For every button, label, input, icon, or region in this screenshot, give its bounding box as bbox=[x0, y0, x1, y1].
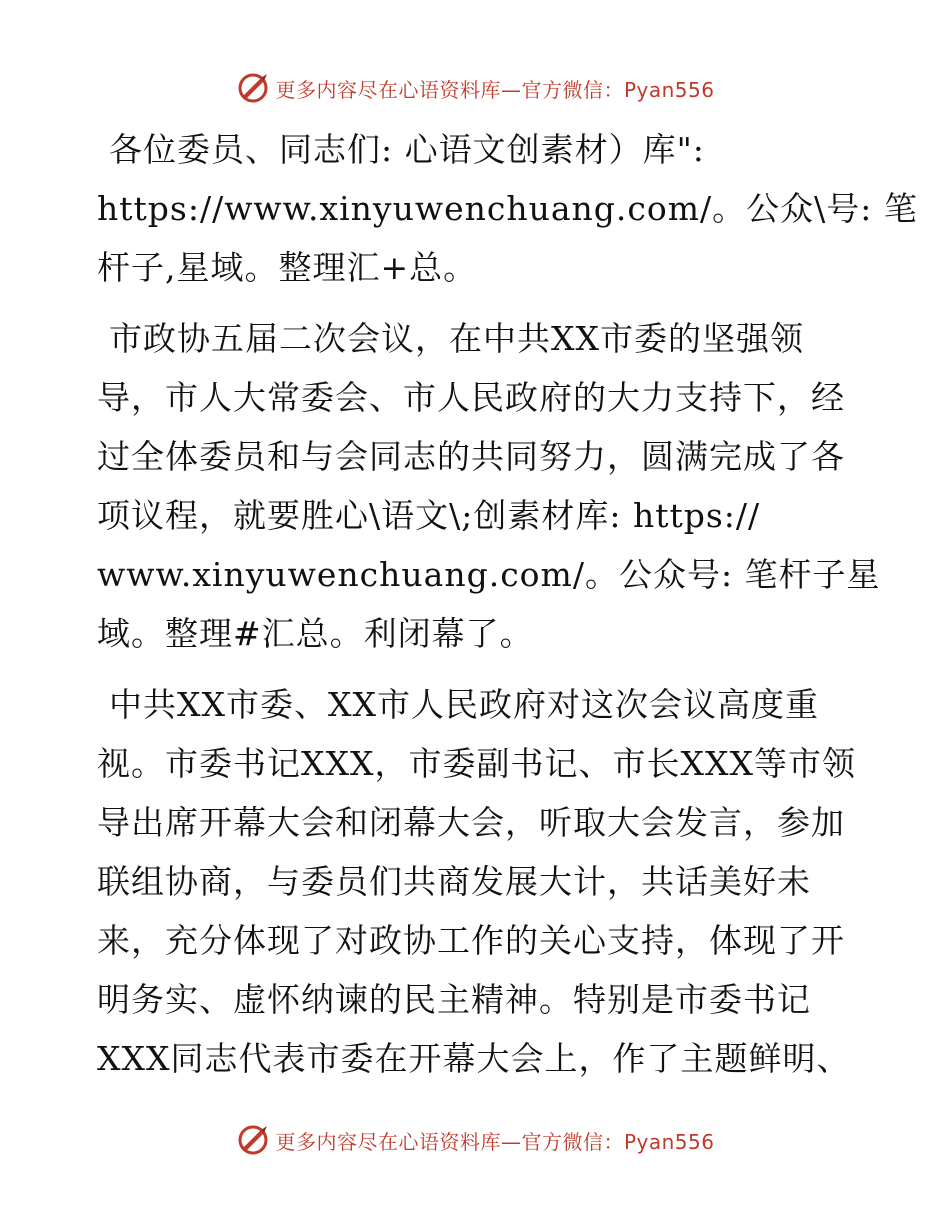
text-line: 过全体委员和与会同志的共同努力，圆满完成了各 bbox=[97, 437, 845, 476]
text-line: 域。整理#汇总。利闭幕了。 bbox=[97, 614, 534, 653]
text-line: 导出席开幕大会和闭幕大会，听取大会发言，参加 bbox=[97, 803, 845, 842]
quill-pen-logo-icon bbox=[235, 1122, 271, 1158]
text-line: 杆子,星域。整理汇+总。 bbox=[97, 248, 478, 287]
text-line: 来，充分体现了对政协工作的关心支持，体现了开 bbox=[97, 921, 845, 960]
text-line: 明务实、虚怀纳谏的民主精神。特别是市委书记 bbox=[97, 980, 811, 1019]
paragraph-2 bbox=[97, 309, 881, 663]
text-line: https://www.xinyuwenchuang.com/。公众\号: 笔 bbox=[97, 189, 918, 228]
text-line: 中共XX市委、XX市人民政府对这次会议高度重 bbox=[109, 685, 819, 724]
text-line: www.xinyuwenchuang.com/。公众号: 笔杆子星 bbox=[97, 555, 881, 594]
text-line: 联组协商，与委员们共商发展大计，共话美好未 bbox=[97, 862, 811, 901]
paragraph-1 bbox=[97, 120, 918, 297]
document-body bbox=[97, 120, 918, 1100]
footer-banner-text: 更多内容尽在心语资料库—官方微信：Pyan556 bbox=[275, 1129, 715, 1154]
paragraph-3 bbox=[97, 675, 857, 1088]
footer-banner bbox=[0, 1120, 950, 1160]
text-line: XXX同志代表市委在开幕大会上，作了主题鲜明、 bbox=[97, 1039, 851, 1078]
header-banner bbox=[0, 68, 950, 108]
quill-pen-logo-icon bbox=[235, 70, 271, 106]
text-line: 市政协五届二次会议，在中共XX市委的坚强领 bbox=[109, 319, 804, 358]
header-banner-text: 更多内容尽在心语资料库—官方微信：Pyan556 bbox=[275, 77, 715, 102]
text-line: 各位委员、同志们: 心语文创素材）库": bbox=[109, 130, 705, 169]
text-line: 视。市委书记XXX，市委副书记、市长XXX等市领 bbox=[97, 744, 856, 783]
text-line: 项议程，就要胜心\语文\;创素材库: https:// bbox=[97, 496, 761, 535]
text-line: 导，市人大常委会、市人民政府的大力支持下，经 bbox=[97, 378, 845, 417]
